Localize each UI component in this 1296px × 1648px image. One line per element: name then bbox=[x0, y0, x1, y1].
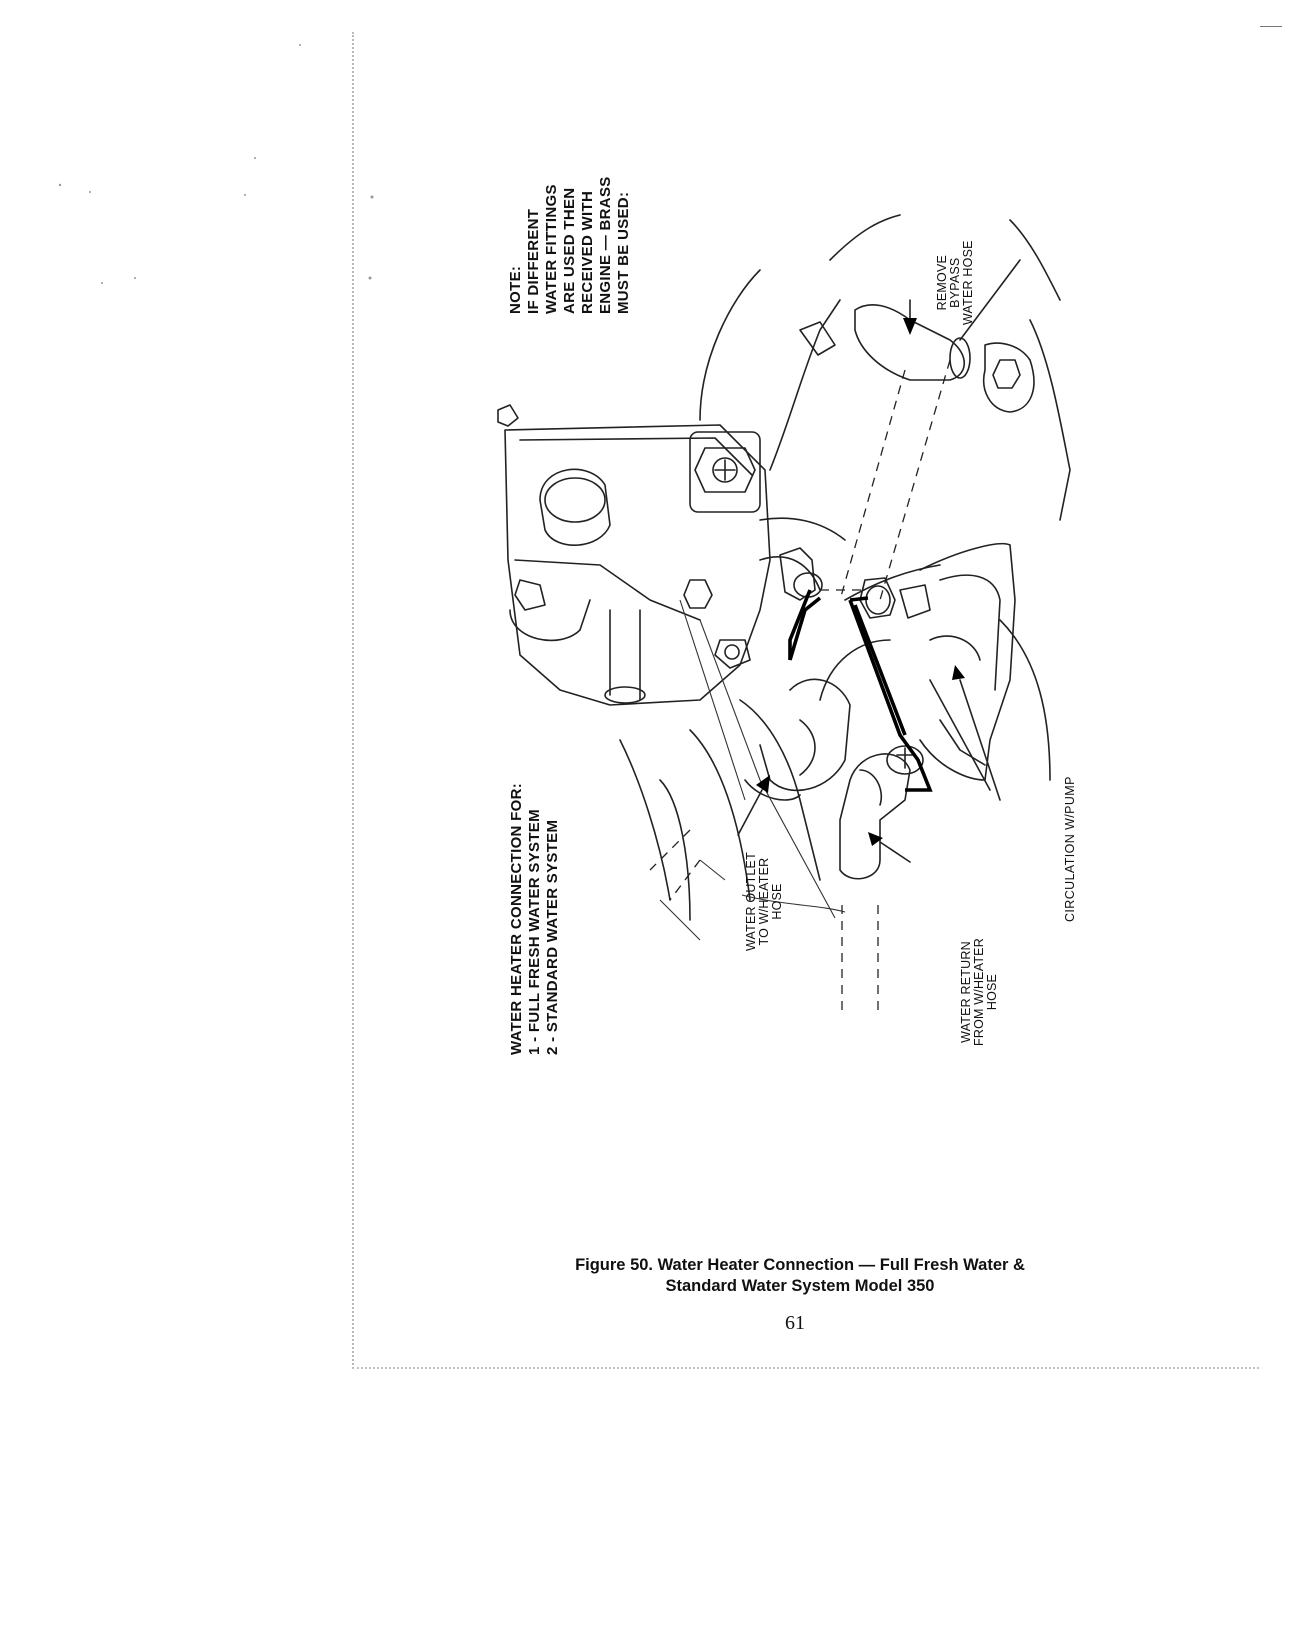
callout-line: TO W/HEATER bbox=[757, 857, 771, 946]
heading-line: 1 - FULL FRESH WATER SYSTEM bbox=[526, 809, 543, 1055]
note-line: MUST BE USED: bbox=[615, 191, 632, 314]
caption-line-1: Figure 50. Water Heater Connection — Full Fresh Water & bbox=[575, 1256, 1025, 1274]
callout-line: HOSE bbox=[770, 883, 784, 920]
note-line: IF DIFFERENT bbox=[525, 208, 542, 314]
note-line: ENGINE — BRASS bbox=[597, 176, 614, 314]
callout-line: WATER RETURN bbox=[959, 941, 973, 1043]
callout-line: BYPASS bbox=[948, 257, 962, 308]
circulation-pump-callout: CIRCULATION W/PUMP bbox=[1063, 776, 1077, 922]
remove-bypass-callout bbox=[936, 240, 975, 325]
note-line: WATER FITTINGS bbox=[543, 184, 560, 314]
figure-caption bbox=[520, 1255, 1080, 1297]
hose-routing-lines bbox=[650, 360, 950, 1010]
thermostat-housing bbox=[498, 405, 770, 705]
note-text-block bbox=[507, 176, 633, 314]
callout-line: REMOVE bbox=[935, 254, 949, 311]
callout-arrows bbox=[738, 300, 1000, 862]
scan-specks bbox=[59, 44, 374, 284]
callout-line: HOSE bbox=[985, 973, 999, 1011]
note-line: NOTE: bbox=[507, 265, 524, 314]
water-outlet-callout bbox=[745, 852, 784, 951]
water-heater-connection-heading bbox=[508, 783, 562, 1055]
note-line: RECEIVED WITH bbox=[579, 190, 596, 314]
heavy-water-path-lines bbox=[790, 590, 930, 790]
circulation-pump bbox=[920, 544, 1050, 780]
page-number: 61 bbox=[785, 1312, 805, 1334]
callout-line: WATER HOSE bbox=[961, 240, 975, 325]
note-line: ARE USED THEN bbox=[561, 187, 578, 314]
heading-line: WATER HEATER CONNECTION FOR: bbox=[508, 783, 525, 1055]
heading-line: 2 - STANDARD WATER SYSTEM bbox=[544, 819, 561, 1055]
callout-line: WATER OUTLET bbox=[744, 852, 758, 951]
callout-line: FROM W/HEATER bbox=[972, 938, 986, 1046]
engine-block bbox=[620, 215, 940, 920]
caption-line-2: Standard Water System Model 350 bbox=[665, 1277, 935, 1295]
water-return-callout bbox=[960, 938, 999, 1046]
